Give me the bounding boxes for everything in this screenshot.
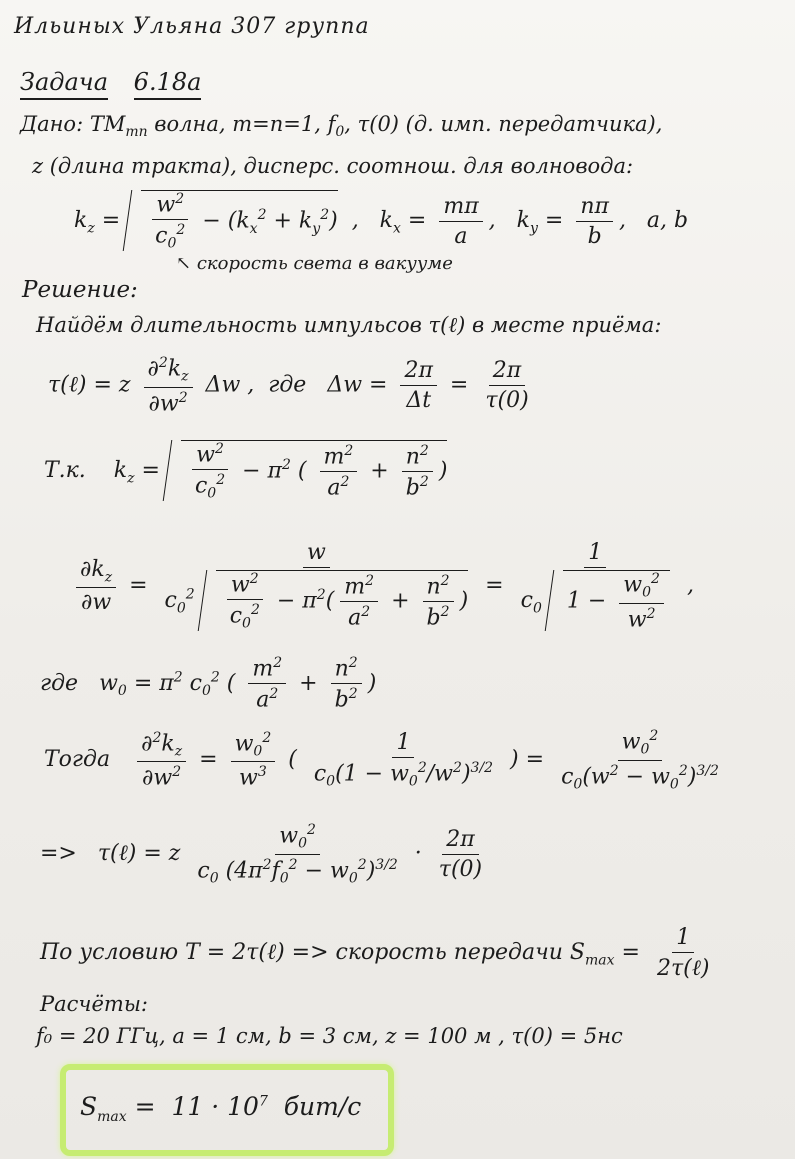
where-label-2: где	[40, 670, 79, 696]
tau-result: => τ(ℓ) = z $\frac{w_0^2}{c_0 (4\pi^2f_0^2 - w_0^2)^{3/2}}$ · $\frac{2\pi}{\tau(0)}$	[40, 822, 483, 887]
tau-formula: τ(ℓ) = z $\frac{\partial^2k_z}{\partial w^2}$ Δw , где Δw = $\frac{2\pi}{\Delta t}$ = $\frac{2\pi}{\tau(0)}$	[48, 355, 529, 417]
given-f0-sub: 0	[335, 124, 345, 141]
d2kz-dw2: Тогда $\frac{\partial^2k_z}{\partial w^2}$ = $\frac{w_0^2}{w^3}$ ( $\frac{1}{c_0(1 - w_0^2/w^2)^{3/2}}$ ) = $\frac{w_0^2}{c_0(w^2 - w_0^2)^{3/2}}$	[44, 728, 719, 793]
given-line-1	[20, 112, 662, 140]
task-title-number: 6.18а	[134, 68, 202, 100]
condition-sub: max	[585, 952, 615, 969]
given-wave: волна, m=n=1, f	[147, 112, 336, 136]
speed-of-light-note: ↖ скорость света в вакууме	[176, 253, 453, 274]
answer: $S_{max} = 11 \cdot 10^7$ бит/с	[80, 1092, 362, 1125]
condition-text: По условию T = 2τ(ℓ) => скорость передачи S	[40, 940, 585, 965]
condition: По условию T = 2τ(ℓ) => скорость передачи $S_{max}$ = $\frac{1}{\text{2τ(ℓ)}}$	[40, 925, 710, 981]
where-label: где	[268, 372, 307, 398]
task-title-prefix: Задача	[20, 68, 108, 100]
since-label: Т.к.	[44, 458, 86, 484]
find-statement: Найдём длительность импульсов τ(ℓ) в месте приёма:	[36, 313, 662, 337]
implies-arrow: =>	[40, 841, 77, 867]
answer-power: 7	[258, 1093, 268, 1110]
kz-expanded: Т.к. $k_z$ = $\frac{w^2}{c_0^2}$ − $\pi^2$ ( $\frac{m^2}{a^2}$ + $\frac{n^2}{b^2}$ )	[44, 441, 448, 503]
calc-values: f₀ = 20 ГГц, a = 1 см, b = 3 см, z = 100 м , τ(0) = 5нс	[36, 1024, 623, 1048]
answer-unit: бит/с	[283, 1092, 362, 1121]
then-label: Тогда	[44, 747, 111, 773]
solution-heading: Решение:	[22, 277, 138, 303]
answer-value: 11 · 10	[171, 1092, 259, 1121]
answer-lhs-sub: max	[97, 1109, 127, 1125]
given-tau: , τ(0) (д. имп. передатчика),	[344, 112, 663, 136]
answer-lhs: S	[80, 1092, 98, 1121]
w0-formula: где $w_0 = \pi^2$ $c_0^2$ ( $\frac{m^2}{a^2}$ + $\frac{n^2}{b^2}$ )	[40, 655, 377, 713]
given-mode-sub: mn	[125, 124, 148, 141]
student-name: Ильиных Ульяна 307 группа	[14, 14, 370, 39]
given-label: Дано: TM	[20, 112, 126, 136]
given-line-2: z (длина тракта), дисперс. соотнош. для волновода:	[32, 154, 634, 178]
speed-of-light-note-text: скорость света в вакууме	[196, 253, 453, 274]
calc-heading: Расчёты:	[40, 992, 148, 1016]
task-title	[20, 68, 201, 96]
kz-formula: $k_z$ = $\frac{w^2}{c_0^2}$ − $(k_x^2 + k_y^2)$ , $k_x$ = $\frac{m\pi}{a}$ , $k_y$ = $\frac{n\pi}{b}$ , a, b	[74, 191, 689, 253]
dkz-dw: $\frac{\partial k_z}{\partial w}$ = w $c_0^2$ $\frac{w^2}{c_0^2}$ − $\pi^2$( $\frac{m^2}{a^2}$ + $\frac{n^2}{b^2}$ ) = 1 $c_0$ 1 − $\frac{w_0^2}{w^2}$ ,	[70, 540, 694, 632]
